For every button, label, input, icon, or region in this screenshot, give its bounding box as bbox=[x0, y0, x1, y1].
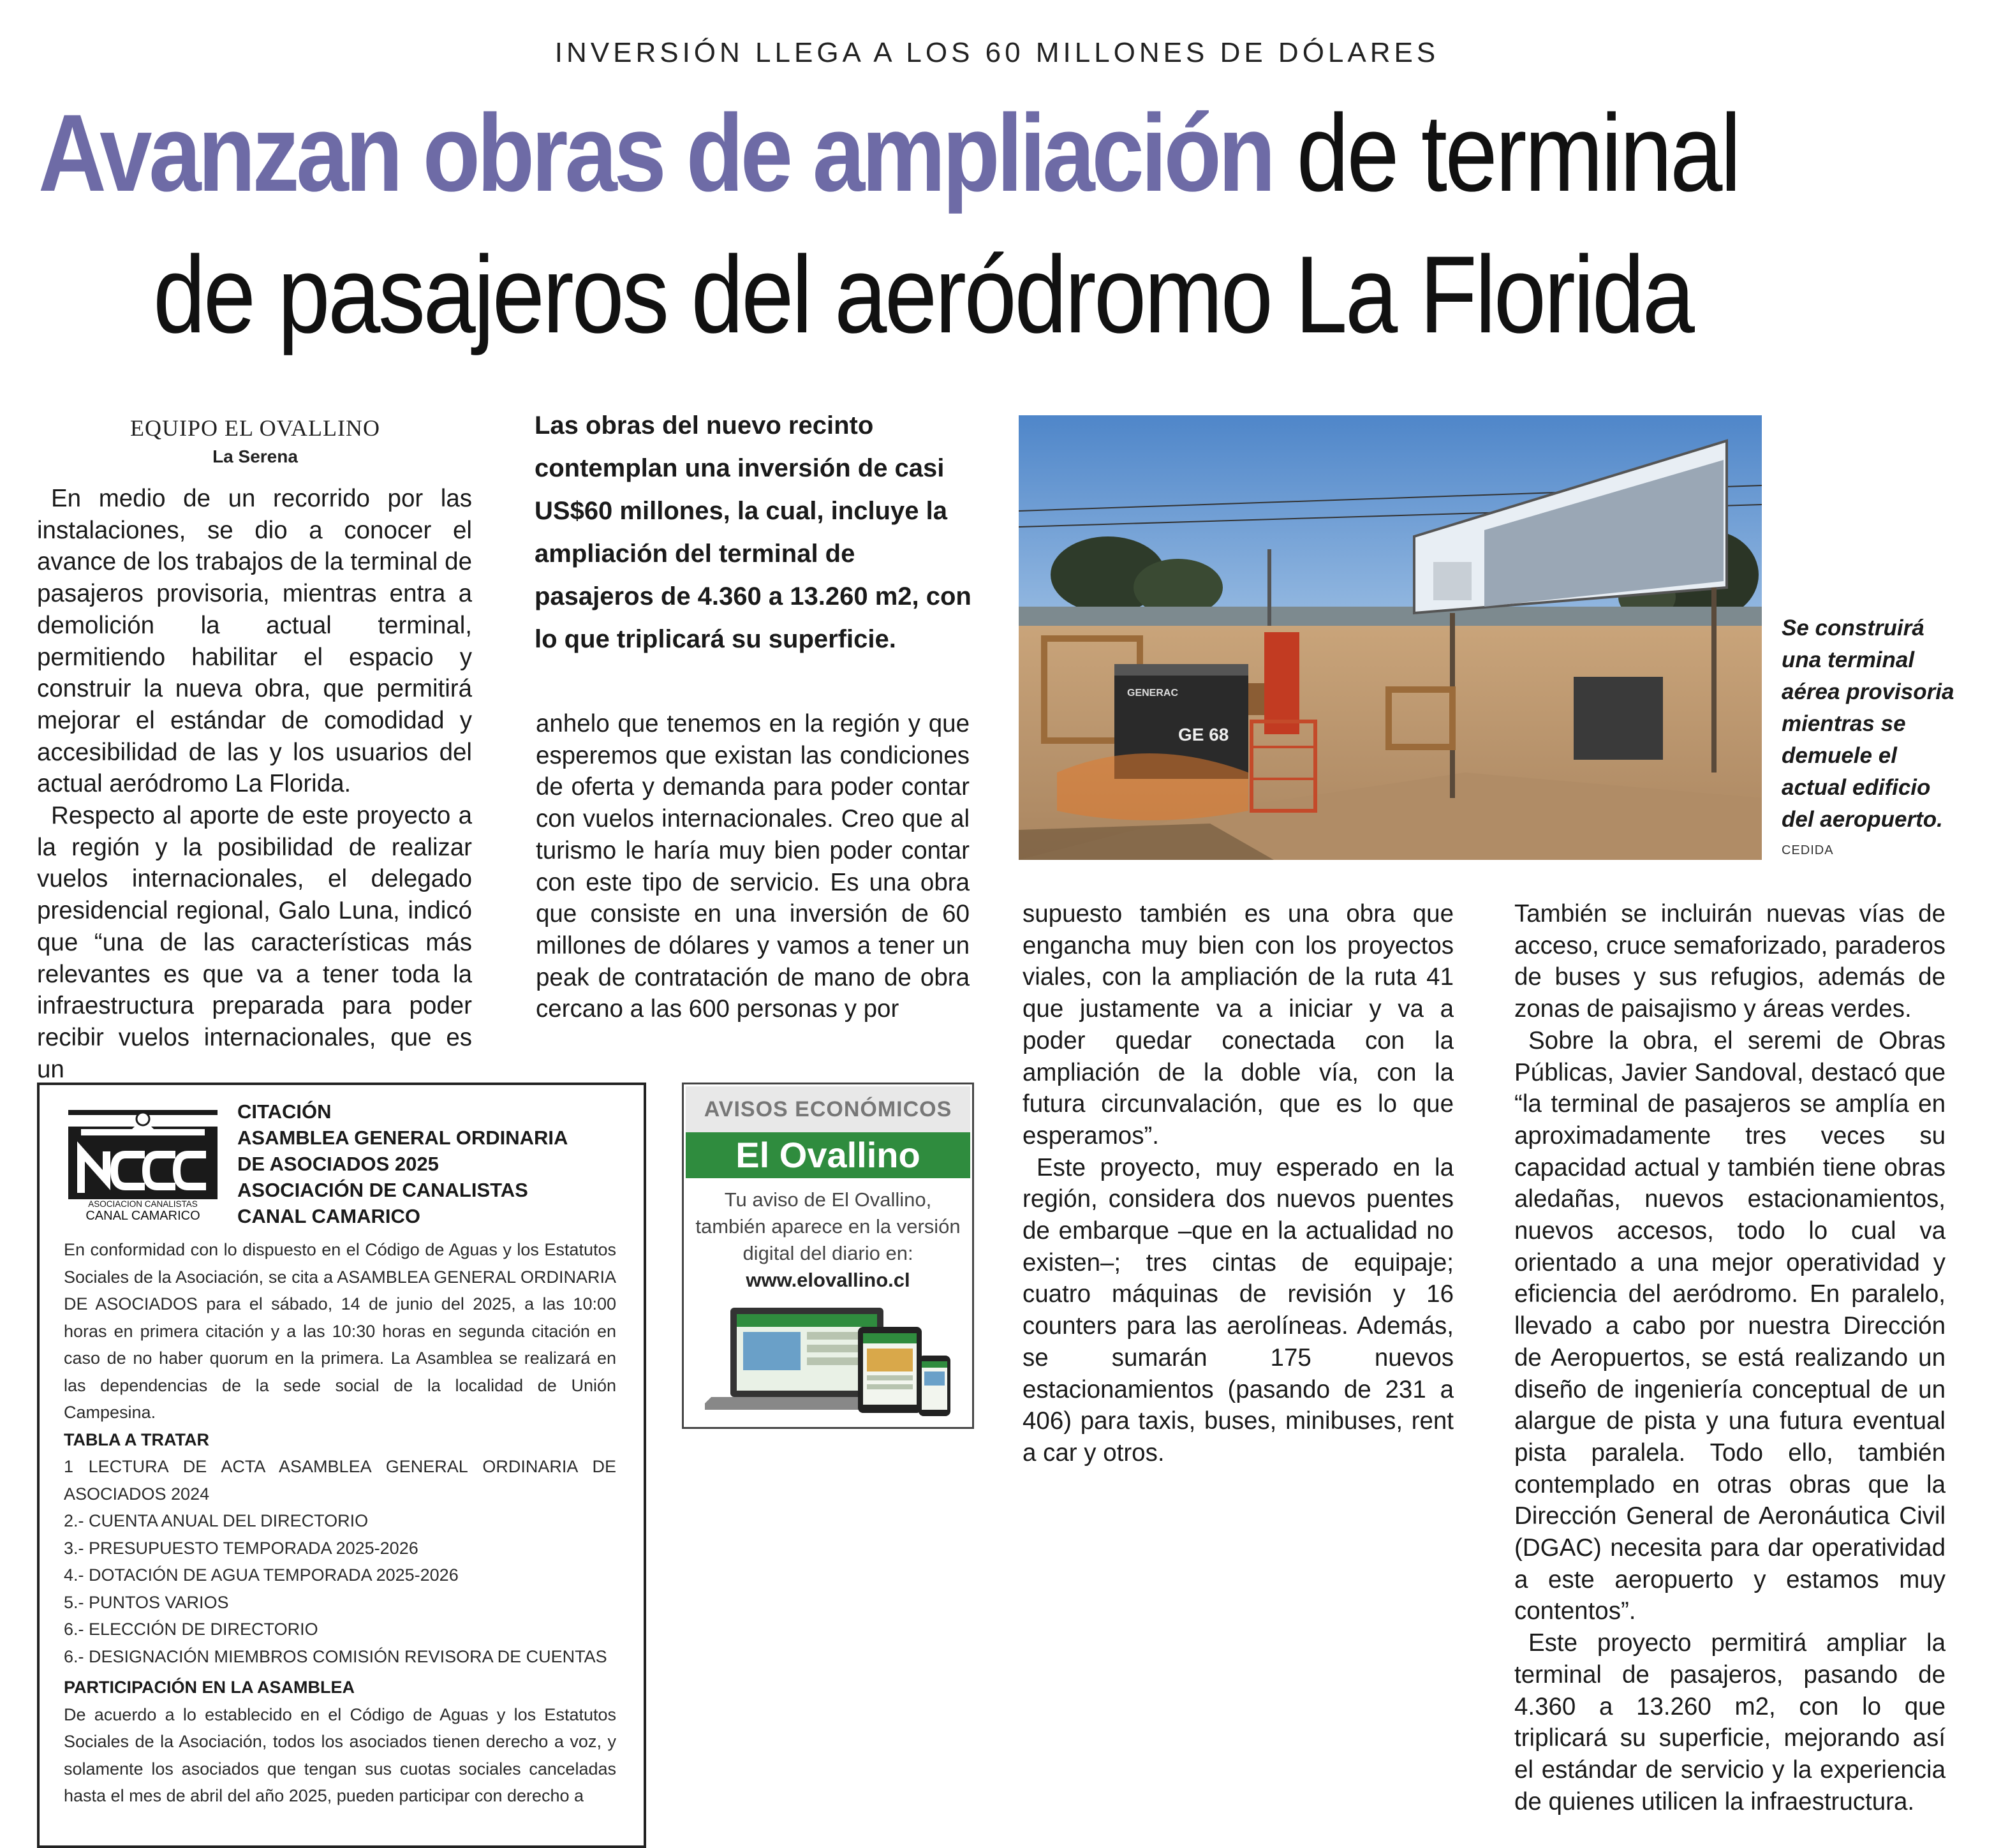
tabla-item: 5.- PUNTOS VARIOS bbox=[64, 1592, 229, 1612]
photo-caption: Se construirá una terminal aérea provisoria mientras se demuele el actual edificio del aeropuerto. bbox=[1782, 616, 1954, 832]
citacion-heading-line: DE ASOCIADOS 2025 bbox=[237, 1153, 439, 1175]
article-column-4 bbox=[1514, 898, 1946, 1817]
paragraph: Este proyecto, muy esperado en la región, considera dos nuevos puentes de embarque –que en la actualidad no existen–; tres cintas de equipaje; cuatro máquinas de revisión y 16 counters para las aerolíneas. Además, se sumarán 175 nuevos estacionamientos (pasando de 231 a 406) para taxis, buses, minibuses, rent a car y otros. bbox=[1023, 1153, 1454, 1467]
construction-site-image bbox=[1019, 415, 1762, 860]
photo-credit: CEDIDA bbox=[1782, 843, 1834, 857]
lead-paragraph: Las obras del nuevo recinto contemplan una inversión de casi US$60 millones, la cual, incluye la ampliación del terminal de pasajeros de 4.360 a 13.260 m2, con lo que triplicará su superficie. bbox=[535, 411, 971, 653]
generator-code: GE 68 bbox=[1178, 725, 1229, 744]
paragraph: supuesto también es una obra que engancha muy bien con los proyectos viales, con la ampliación de la ruta 41 que justamente va a iniciar y va a poder quedar conectada con la ampliación de la doble vía, con la futura circunvalación, que es lo que esperamos”. bbox=[1023, 900, 1454, 1149]
ad-text-body: Tu aviso de El Ovallino, también aparece en la versión digital del diario en: bbox=[695, 1188, 961, 1264]
paragraph: En medio de un recorrido por las instalaciones, se dio a conocer el avance de los trabajos de la terminal de pasajeros provisoria, mientras entra a demolición la actual terminal, permitiendo habilitar el espacio y construir la nueva obra, que permitirá mejorar el estándar de comodidad y accesibilidad de las y los usuarios del actual aeródromo La Florida. bbox=[37, 485, 472, 798]
citacion-heading-line: ASOCIACIÓN DE CANALISTAS bbox=[237, 1179, 528, 1201]
headline-line-2: de pasajeros del aeródromo La Florida bbox=[153, 233, 1693, 356]
construction-photo bbox=[1019, 415, 1762, 860]
logo-org-text: ASOCIACION CANALISTAS bbox=[88, 1199, 198, 1209]
logo-canal-text: CANAL CAMARICO bbox=[85, 1209, 200, 1222]
paragraph: anhelo que tenemos en la región y que esperemos que existan las condiciones de oferta y demanda para poder contar con vuelos internacionales. Creo que al turismo le haría muy bien poder contar con este tipo de servicio. Es una obra que consiste en una inversión de 60 millones de dólares y vamos a tener un peak de contratación de mano de obra cercano a las 600 personas y por bbox=[536, 710, 970, 1023]
citacion-heading-line: ASAMBLEA GENERAL ORDINARIA bbox=[237, 1127, 568, 1149]
ad-title: AVISOS ECONÓMICOS bbox=[686, 1086, 970, 1132]
tabla-item: 1 LECTURA DE ACTA ASAMBLEA GENERAL ORDINARIA DE ASOCIADOS 2024 bbox=[64, 1457, 616, 1504]
byline-place: La Serena bbox=[212, 447, 298, 466]
kicker: INVERSIÓN LLEGA A LOS 60 MILLONES DE DÓLARES bbox=[554, 37, 1440, 68]
article-column-2 bbox=[536, 708, 970, 1025]
tabla-item: 4.- DOTACIÓN DE AGUA TEMPORADA 2025-2026 bbox=[64, 1565, 459, 1585]
tabla-item: 6.- ELECCIÓN DE DIRECTORIO bbox=[64, 1620, 318, 1639]
paragraph: Sobre la obra, el seremi de Obras Públicas, Javier Sandoval, destacó que “la terminal de pasajeros se amplía en aproximadamente tres veces su capacidad actual y también tiene obras aledañas, nuevos estacionamientos, nuevos accesos, todo lo cual va orientado a una mejor operatividad y eficiencia del aeródromo. En paralelo, llevado a cabo por nuestra Dirección de Aeropuertos, se está realizando un diseño de ingeniería conceptual de un alargue de pista y una futura eventual pista paralela. Todo ello, también contemplado en otras obras que la Dirección General de Aeronáutica Civil (DGAC) necesita para dar operatividad a este aeropuerto y estamos muy contentos”. bbox=[1514, 1026, 1946, 1625]
ad-brand: El Ovallino bbox=[686, 1132, 970, 1178]
participacion-text: De acuerdo a lo establecido en el Código de Aguas y los Estatutos Sociales de la Asociación, todos los asociados tienen derecho a voz, y solamente los asociados que tengan sus cuotas sociales canceladas hasta el mes de abril del año 2025, pueden participar con derecho a bbox=[64, 1704, 616, 1805]
citacion-heading bbox=[237, 1098, 633, 1229]
paragraph: Este proyecto permitirá ampliar la terminal de pasajeros, pasando de 4.360 a 13.260 m2, con lo que triplicará su superficie, mejorando así el estándar de servicio y la experiencia de quienes utilicen la infraestructura. bbox=[1514, 1629, 1946, 1815]
citacion-heading-line: CITACIÓN bbox=[237, 1100, 332, 1123]
article-column-3 bbox=[1023, 898, 1454, 1469]
citacion-intro: En conformidad con lo dispuesto en el Código de Aguas y los Estatutos Sociales de la Asociación, se cita a ASAMBLEA GENERAL ORDINARIA DE ASOCIADOS para el sábado, 14 de junio del 2025, a las 10:00 horas en primera citación y a las 10:30 horas en segunda citación en caso de no haber quorum en la primera. La Asamblea se realizará en las dependencias de la sede social de la localidad de Unión Campesina. bbox=[64, 1240, 616, 1422]
headline-line-1 bbox=[38, 89, 1739, 217]
ad-text bbox=[695, 1186, 961, 1294]
paragraph: También se incluirán nuevas vías de acceso, cruce semaforizado, paraderos de buses y sus refugios, además de zonas de paisajismo y áreas verdes. bbox=[1514, 900, 1946, 1023]
tabla-title: TABLA A TRATAR bbox=[64, 1430, 209, 1449]
byline-author: EQUIPO EL OVALLINO bbox=[130, 415, 380, 441]
canal-camarico-logo bbox=[68, 1110, 218, 1222]
generator-brand: GENERAC bbox=[1127, 688, 1179, 699]
tabla-item: 3.- PRESUPUESTO TEMPORADA 2025-2026 bbox=[64, 1538, 418, 1558]
headline-highlight: Avanzan obras de ampliación bbox=[38, 92, 1273, 214]
tabla-item: 6.- DESIGNACIÓN MIEMBROS COMISIÓN REVISORA DE CUENTAS bbox=[64, 1646, 607, 1666]
citacion-heading-line: CANAL CAMARICO bbox=[237, 1205, 421, 1227]
tabla-item: 2.- CUENTA ANUAL DEL DIRECTORIO bbox=[64, 1511, 369, 1530]
article-column-1 bbox=[37, 483, 472, 1085]
citacion-body bbox=[64, 1236, 616, 1810]
ad-url: www.elovallino.cl bbox=[746, 1269, 910, 1291]
devices-illustration bbox=[705, 1295, 954, 1419]
paragraph: Respecto al aporte de este proyecto a la región y la posibilidad de realizar vuelos internacionales, el delegado presidencial regional, Galo Luna, indicó que “una de las características más relevantes es que va a tener toda la infraestructura preparada para poder recibir vuelos internacionales, que es un bbox=[37, 802, 472, 1083]
participacion-title: PARTICIPACIÓN EN LA ASAMBLEA bbox=[64, 1678, 355, 1697]
headline-rest: de terminal bbox=[1272, 92, 1739, 214]
